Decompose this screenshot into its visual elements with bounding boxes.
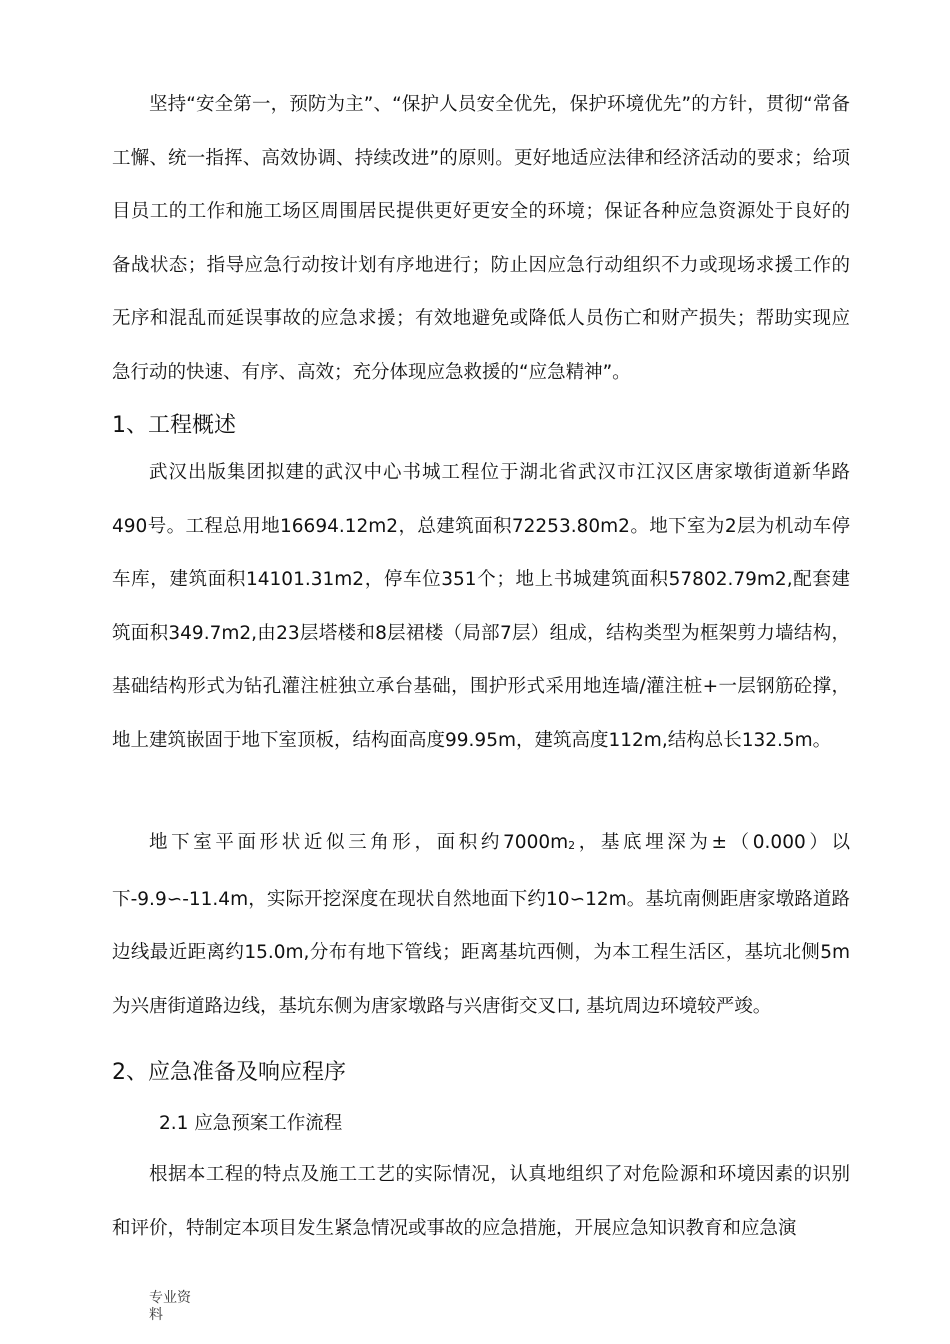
footer-line-1: 专业资 bbox=[149, 1290, 191, 1306]
subsection-heading-workflow: 2.1 应急预案工作流程 bbox=[159, 1113, 343, 1134]
section-heading-emergency: 2、应急准备及响应程序 bbox=[112, 1060, 346, 1085]
basement-paragraph-text-a: 地下室平面形状近似三角形，面积约7000m bbox=[149, 832, 569, 853]
basement-paragraph-text-b: ，基底埋深为±（0.000）以下-9.9∽-11.4m，实际开挖深度在现状自然地面下约10∽12m。基坑南侧距唐家墩路道路边线最近距离约15.0m,分布有地下管线；距离基坑西侧，为本工程生活区，基坑北侧5m为兴唐街道路边线，基坑东侧为唐家墩路与兴唐街交叉口, 基坑周边环境较严竣。 bbox=[112, 832, 850, 1017]
area-unit-subscript: 2 bbox=[568, 839, 576, 852]
workflow-paragraph: 根据本工程的特点及施工工艺的实际情况，认真地组织了对危险源和环境因素的识别和评价，特制定本项目发生紧急情况或事故的应急措施，开展应急知识教育和应急演 bbox=[112, 1164, 850, 1239]
footer-line-2: 料 bbox=[149, 1307, 163, 1323]
basement-paragraph bbox=[112, 816, 850, 1033]
overview-paragraph: 武汉出版集团拟建的武汉中心书城工程位于湖北省武汉市江汉区唐家墩街道新华路490号。工程总用地16694.12m2，总建筑面积72253.80m2。地下室为2层为机动车停车库，建筑面积14101.31m2，停车位351个；地上书城建筑面积57802.79m2,配套建筑面积349.7m2,由23层塔楼和8层裙楼（局部7层）组成，结构类型为框架剪力墙结构，基础结构形式为钻孔灌注桩独立承台基础，围护形式采用地连墙/灌注桩+一层钢筋砼撑，地上建筑嵌固于地下室顶板，结构面高度99.95m，建筑高度112m,结构总长132.5m。 bbox=[112, 462, 850, 751]
page-footer bbox=[149, 1290, 209, 1324]
section-heading-overview: 1、工程概述 bbox=[112, 413, 236, 438]
intro-paragraph: 坚持“安全第一，预防为主”、“保护人员安全优先，保护环境优先”的方针，贯彻“常备工懈、统一指挥、高效协调、持续改进”的原则。更好地适应法律和经济活动的要求；给项目员工的工作和施工场区周围居民提供更好更安全的环境；保证各种应急资源处于良好的备战状态；指导应急行动按计划有序地进行；防止因应急行动组织不力或现场求援工作的无序和混乱而延误事故的应急求援；有效地避免或降低人员伤亡和财产损失；帮助实现应急行动的快速、有序、高效；充分体现应急救援的“应急精神”。 bbox=[112, 94, 850, 383]
